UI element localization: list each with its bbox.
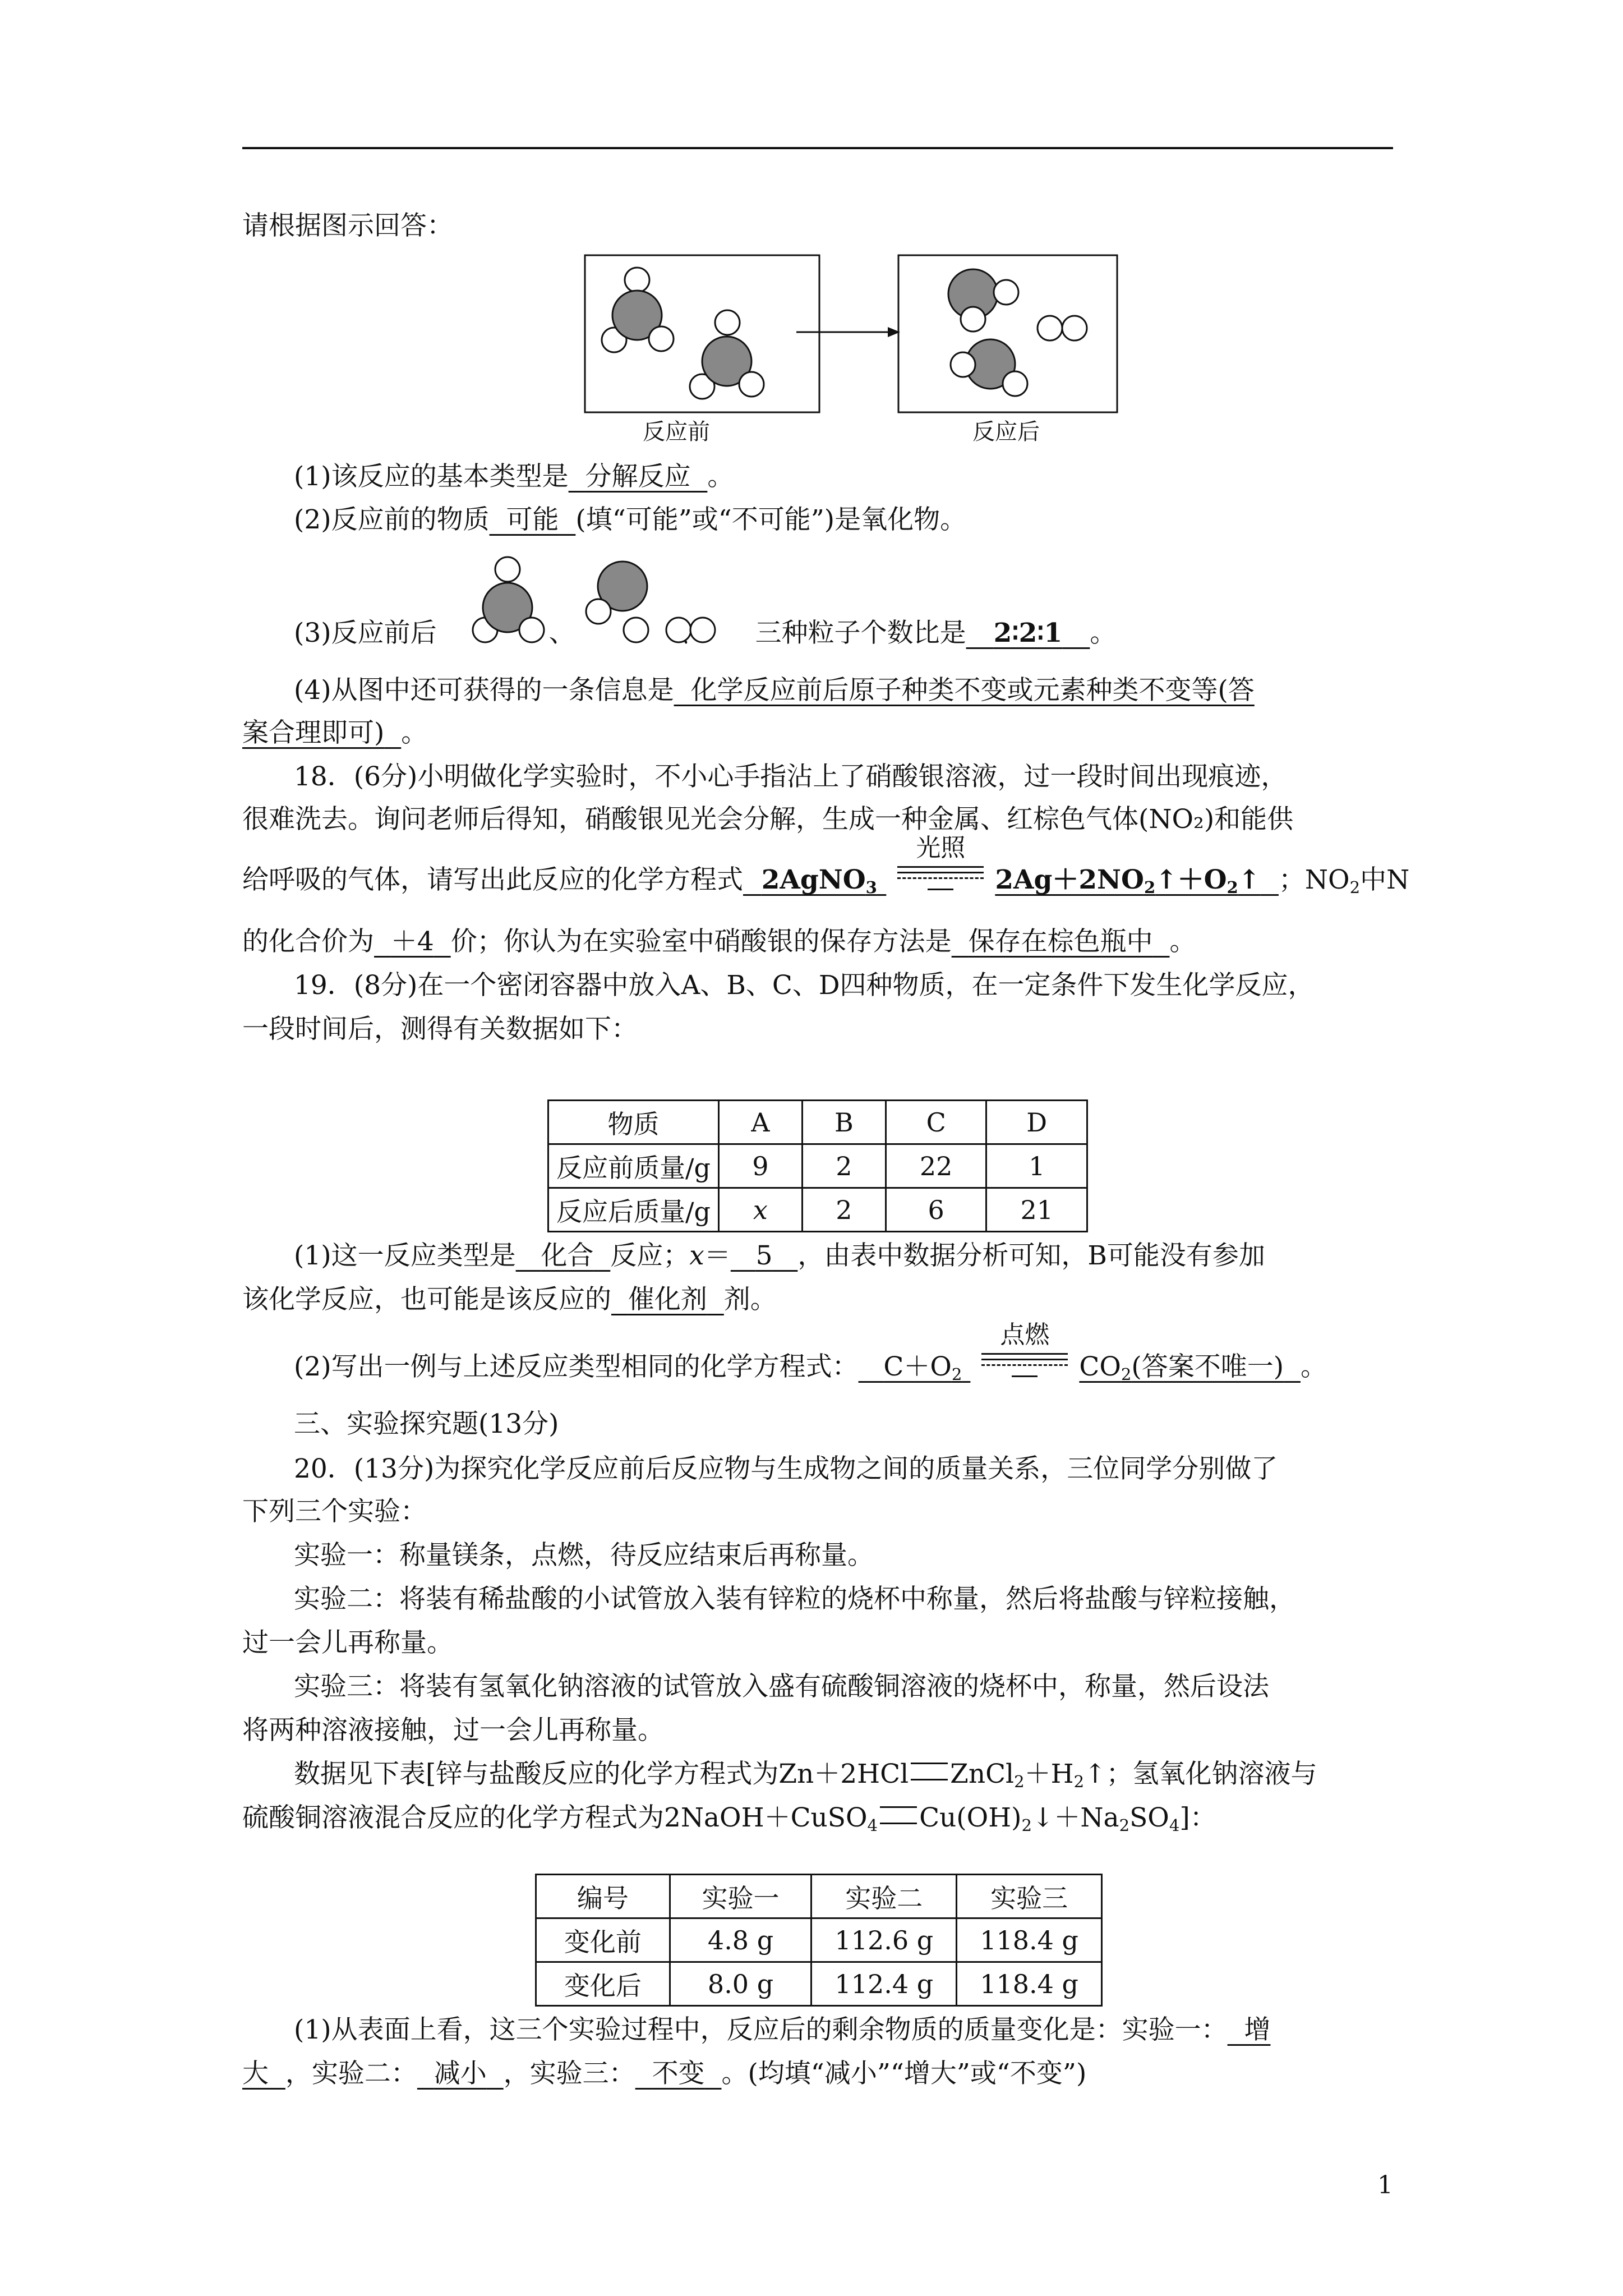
table-cell: 2 [802,1144,886,1188]
table-cell: 变化前 [536,1918,670,1962]
table-row [536,1962,1102,2006]
q20-exp2-line1: 实验二：将装有稀盐酸的小试管放入装有锌粒的烧杯中称量，然后将盐酸与锌粒接触， [294,1584,1295,1614]
table-cell: 9 [718,1144,802,1188]
before-label: 反应前 [643,419,710,445]
before-molecule-2 [690,310,764,399]
q17-part4-line1: (4)从图中还可获得的一条信息是 化学反应前后原子种类不变或元素种类不变等(答 [294,675,1255,706]
table-cell: 实验三 [957,1875,1102,1918]
q20-line1: 20．(13分)为探究化学反应前后反应物与生成物之间的质量关系，三位同学分别做了 [294,1453,1278,1484]
header-rule [242,147,1393,149]
q19-line2: 一段时间后，测得有关数据如下： [242,1014,638,1045]
after-molecule-1 [948,269,1018,332]
table-row [548,1188,1087,1232]
table-row [536,1918,1102,1962]
q19-part1-line2: 该化学反应，也可能是该反应的 催化剂 剂。 [242,1284,777,1315]
q19-data-table [547,1099,1088,1232]
light-condition-sign: 光照 [893,859,988,893]
table-cell: 21 [986,1188,1087,1232]
table-cell: B [802,1101,886,1144]
table-row [548,1144,1087,1188]
page-number: 1 [1377,2171,1393,2200]
q20-line2: 下列三个实验： [242,1496,427,1527]
table-cell: 反应前质量/g [548,1144,719,1188]
ignition-condition-sign: 点燃 [977,1346,1072,1380]
table-cell: 4.8 g [670,1918,811,1962]
q17-part1: (1)该反应的基本类型是 分解反应 。 [294,461,734,492]
q18-line4: 的化合价为 ＋4 价；你认为在实验室中硝酸银的保存方法是 保存在棕色瓶中 。 [242,926,1196,957]
q19-part2: (2)写出一例与上述反应类型相同的化学方程式： $C+O_2$ 点燃 $CO_2$(答案不唯一) 。 [294,1320,1327,1384]
q20-exp3-line2: 将两种溶液接触，过一会儿再称量。 [242,1715,664,1746]
after-label: 反应后 [972,419,1040,445]
q18-line1: 18．(6分)小明做化学实验时，不小心手指沾上了硝酸银溶液，过一段时间出现痕迹， [294,761,1288,792]
q20-part1-line2: 大 ，实验二： 减小 ，实验三： 不变 。(均填“减小”“增大”或“不变”) [242,2058,1087,2089]
before-molecule-1 [602,268,674,352]
particle-a-icon [473,557,544,642]
particle-c-icon [666,618,715,642]
q20-exp1: 实验一：称量镁条，点燃，待反应结束后再称量。 [294,1540,874,1571]
after-o2-molecule [1038,316,1087,341]
table-cell: 2 [802,1188,886,1232]
particle-icons [460,553,751,648]
q19-part1-line1: (1)这一反应类型是 化合 反应；x＝ 5 ，由表中数据分析可知，B可能没有参加 [294,1240,1265,1271]
table-header-row [536,1875,1102,1918]
after-molecule-2 [951,339,1027,396]
table-cell: 物质 [548,1101,719,1144]
intro-line: 请根据图示回答： [242,210,453,241]
table-cell: 22 [886,1144,986,1188]
q18-line3: 给呼吸的气体，请写出此反应的化学方程式 2AgNO$_3$ 光照 $2Ag+2NO_2↑+O_2↑$ ；$NO_2$中N [242,834,1410,898]
q20-part1-line1: (1)从表面上看，这三个实验过程中，反应后的剩余物质的质量变化是：实验一： 增 [294,2014,1271,2045]
table-cell: 6 [886,1188,986,1232]
table-cell: x [718,1188,802,1232]
table-cell: 反应后质量/g [548,1188,719,1232]
table-cell: 变化后 [536,1962,670,2006]
q20-data-line1: 数据见下表[锌与盐酸反应的化学方程式为Zn＋2HCl $ZnCl_2+H_2↑$；氢氧化钠溶液与 [294,1759,1317,1792]
table-cell: D [986,1101,1087,1144]
table-cell: 112.4 g [811,1962,957,2006]
q20-data-line2: 硫酸铜溶液混合反应的化学方程式为2NaOH＋CuSO$_4$ $Cu(OH)_2↓+Na_2SO_4$]： [242,1802,1216,1835]
table-cell: C [886,1101,986,1144]
table-header-row [548,1101,1087,1144]
q17-part3: (3)反应前后 、 三种粒子个数比是 2∶2∶1 。 [294,618,1117,648]
table-cell: 8.0 g [670,1962,811,2006]
table-cell: 112.6 g [811,1918,957,1962]
table-cell: 118.4 g [957,1918,1102,1962]
table-cell: 实验一 [670,1875,811,1918]
table-cell: 实验二 [811,1875,957,1918]
q17-part4-line2: 案合理即可) 。 [242,717,428,748]
particle-b-icon [586,562,648,642]
table-cell: 1 [986,1144,1087,1188]
q19-line1: 19．(8分)在一个密闭容器中放入A、B、C、D四种物质，在一定条件下发生化学反应， [294,970,1315,1001]
q20-exp2-line2: 过一会儿再称量。 [242,1627,453,1658]
table-cell: 118.4 g [957,1962,1102,2006]
q18-line2: 很难洗去。询问老师后得知，硝酸银见光会分解，生成一种金属、红棕色气体(NO₂)和能供 [242,804,1294,835]
table-cell: A [718,1101,802,1144]
table-cell: 编号 [536,1875,670,1918]
q20-data-table [535,1874,1103,2007]
q20-exp3-line1: 实验三：将装有氢氧化钠溶液的试管放入盛有硫酸铜溶液的烧杯中，称量，然后设法 [294,1671,1269,1702]
section-3-title: 三、实验探究题(13分) [294,1409,559,1439]
q17-part2: (2)反应前的物质 可能 (填“可能”或“不可能”)是氧化物。 [294,504,967,535]
